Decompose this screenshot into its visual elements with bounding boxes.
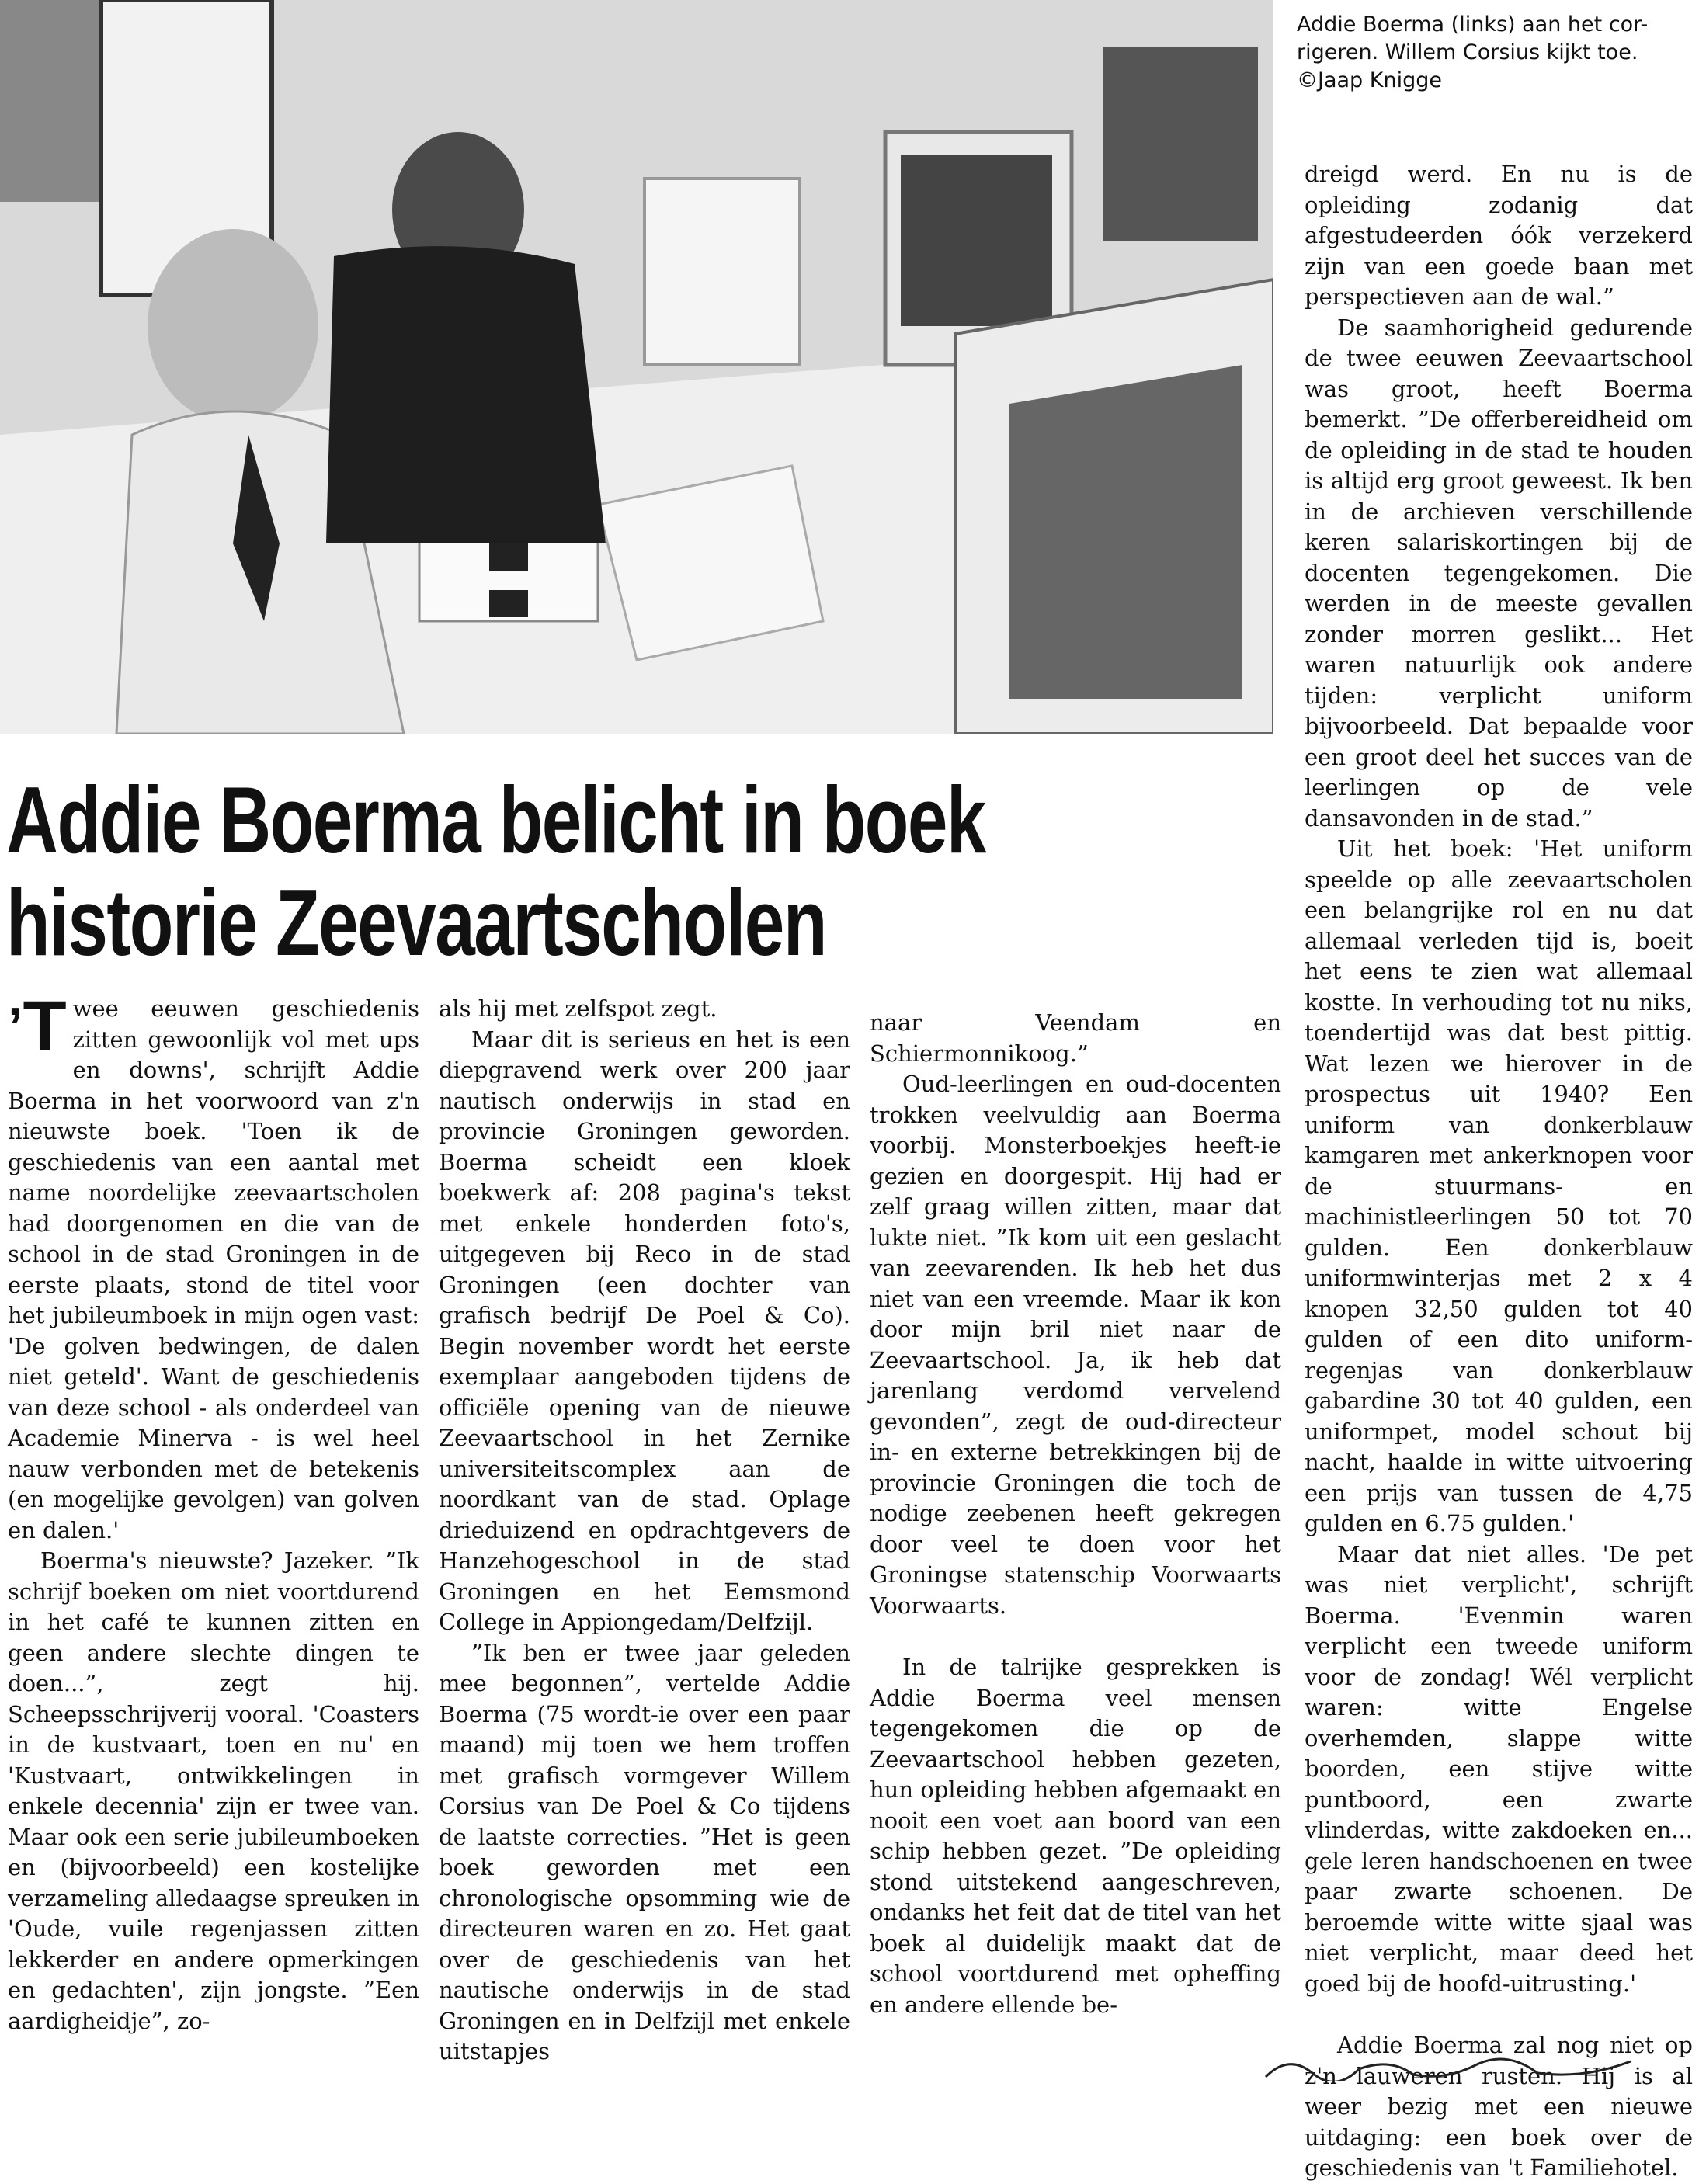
article-paragraph: Oud-leerlingen en oud-docenten trokken veelvuldig aan Boerma voorbij. Monsterboekjes heeft-ie gezien en doorgespit. Hij had er zelf graag willen zitten, maar dat lukte niet. ”Ik kom uit een geslacht van zeevarenden. Ik heb het dus niet van een vreemde. Maar ik kon door mijn bril niet naar de Zeevaartschool. Ja, ik heb dat jarenlang verdomd vervelend gevonden”, zegt de oud-directeur in- en externe betrekkingen bij de provincie Groningen die toch de nodige zeebenen heeft gekregen door veel te doen voor het Groningse statenschip Voorwaarts Voorwaarts. — [870, 1071, 1281, 1619]
article-paragraph: naar Veendam en Schiermonnikoog.” — [870, 1009, 1281, 1067]
article-paragraph: ’ Twee eeuwen geschiedenis zitten gewoonlijk vol met ups en downs', schrijft Addie Boerma in het voorwoord van z'n nieuwste boek. 'Toen ik de geschiedenis van een aantal met name noordelijke zeevaartscholen had doorgenomen en die van de school in de stad Groningen in de eerste plaats, stond de titel voor het jubileumboek in mijn ogen vast: 'De golven bedwingen, de dalen niet geteld'. Want de geschiedenis van deze school - als onderdeel van Academie Minerva - is wel heel nauw verbonden met de betekenis (en mogelijke gevolgen) van golven en dalen.' — [8, 994, 419, 1546]
article-paragraph: Maar dit is serieus en het is een diepgravend werk over 200 jaar nautisch onderwijs in stad en provincie Groningen geworden. Boerma scheidt een kloek boekwerk af: 208 pagina's tekst met enkele honderden foto's, uitgegeven bij Reco in de stad Groningen (een dochter van grafisch bedrijf De Poel & Co). Begin november wordt het eerste exemplaar aangeboden tijdens de officiële opening van de nieuwe Zeevaartschool in het Zernike universiteitscomplex aan de noordkant van de stad. Oplage drieduizend en opdrachtgevers de Hanzehogeschool in de stad Groningen en het Eemsmond College in Appiongedam/Delfzijl. — [439, 1026, 850, 1635]
article-column-3 — [870, 1008, 1281, 2020]
article-paragraph: dreigd werd. En nu is de opleiding zodanig dat afgestudeerden óók verzekerd zijn van een goede baan met perspectieven aan de wal.” — [1305, 161, 1693, 310]
article-column-4 — [1305, 159, 1693, 2184]
article-paragraph: ”Ik ben er twee jaar geleden mee begonnen”, vertelde Addie Boerma (75 wordt-ie over een paar maand) mij toen we hem troffen met grafisch vormgever Willem Corsius van De Poel & Co tijdens de laatste correcties. ”Het is geen boek geworden met een chronologische opsomming wie de directeuren waren en zo. Het gaat over de geschiedenis van het nautische onderwijs in de stad Groningen en in Delfzijl met enkele uitstapjes — [439, 1639, 850, 2064]
photo-illustration — [0, 0, 1273, 734]
article-paragraph: Boerma's nieuwste? Jazeker. ”Ik schrijf boeken om niet voortdurend in het café te kunnen zitten en geen andere slechte dingen te doen...”, zegt hij. Scheepsschrijverij vooral. 'Coasters in de kustvaart, toen en nu' en 'Kustvaart, ontwikkelingen in enkele decennia' zijn er twee van. Maar ook een serie jubileumboeken en (bijvoorbeeld) een kostelijke verzameling alledaagse spreuken in 'Oude, vuile regenjassen zitten lekkerder en andere opmerkingen en gedachten', zijn jongste. ”Een aardigheidje”, zo- — [8, 1547, 419, 2034]
handwritten-mark — [1258, 2050, 1693, 2081]
article-column-2 — [439, 994, 850, 2068]
article-paragraph: als hij met zelfspot zegt. — [439, 995, 717, 1022]
caption-credit: ©Jaap Knigge — [1297, 68, 1442, 92]
caption-line: rigeren. Willem Corsius kijkt toe. — [1297, 40, 1638, 64]
article-paragraph: De saamhorigheid gedurende de twee eeuwen Zeevaartschool was groot, heeft Boerma bemerkt. ”De offerbereidheid om de opleiding in de stad te houden is altijd erg groot geweest. Ik ben in de archieven verschillende keren salariskortingen bij de docenten tegengekomen. Die werden in de meeste gevallen zonder morren geslikt... Het waren natuurlijk ook andere tijden: verplicht uniform bijvoorbeeld. Dat bepaalde voor een groot deel het succes van de leerlingen op de vele dansavonden in de stad.” — [1305, 314, 1693, 832]
headline-line-2: historie Zeevaartscholen — [6, 870, 826, 975]
headline-line-1: Addie Boerma belicht in boek — [6, 767, 985, 873]
article-paragraph: Addie Boerma zal nog niet op z'n lauweren rusten. Hij is al weer bezig met een nieuwe uitdaging: een boek over de geschiedenis van 't Familiehotel. — [1305, 2032, 1693, 2181]
article-column-1 — [8, 987, 419, 2036]
photo-caption — [1297, 11, 1685, 95]
article-paragraph: Uit het boek: 'Het uniform speelde op alle zeevaartscholen een belangrijke rol en nu dat allemaal verleden tijd is, boeit het eens te zien wat allemaal kostte. In verhouding tot nu niks, toendertijd was dat best pittig. Wat lezen we hierover in de prospectus uit 1940? Een uniform van donkerblauw kamgaren met ankerknopen voor de stuurmans- en machinistleerlingen 50 tot 70 gulden. Een donkerblauw uniformwinterjas met 2 x 4 knopen 32,50 gulden tot 40 gulden of een dito uniform-regenjas van donkerblauw gabardine 30 tot 40 gulden, een uniformpet, model schout bij nacht, haalde in witte uitvoering een prijs van tussen de 4,75 gulden en 6.75 gulden.' — [1305, 835, 1693, 1536]
drop-cap: ’ T — [8, 997, 67, 1056]
article-paragraph: Maar dat niet alles. 'De pet was niet verplicht', schrijft Boerma. 'Evenmin waren verplicht een tweede uniform voor de zondag! Wél verplicht waren: witte Engelse overhemden, slappe witte boorden, een stijve witte puntboord, een zwarte vlinderdas, witte zakdoeken en... gele leren handschoenen en twee paar zwarte schoenen. De beroemde witte witte sjaal was niet verplicht, maar deed het goed bij de hoofd-uitrusting.' — [1305, 1540, 1693, 1997]
caption-line: Addie Boerma (links) aan het cor- — [1297, 12, 1649, 36]
article-photo — [0, 0, 1273, 734]
article-paragraph: In de talrijke gesprekken is Addie Boerma veel mensen tegengekomen die op de Zeevaartschool hebben gezeten, hun opleiding hebben afgemaakt en nooit een voet aan boord van een schip hebben gezet. ”De opleiding stond uitstekend aangeschreven, ondanks het feit dat de titel van het boek al duidelijk maakt dat de school voortdurend met opheffing en andere ellende be- — [870, 1654, 1281, 2018]
headline — [6, 767, 985, 975]
